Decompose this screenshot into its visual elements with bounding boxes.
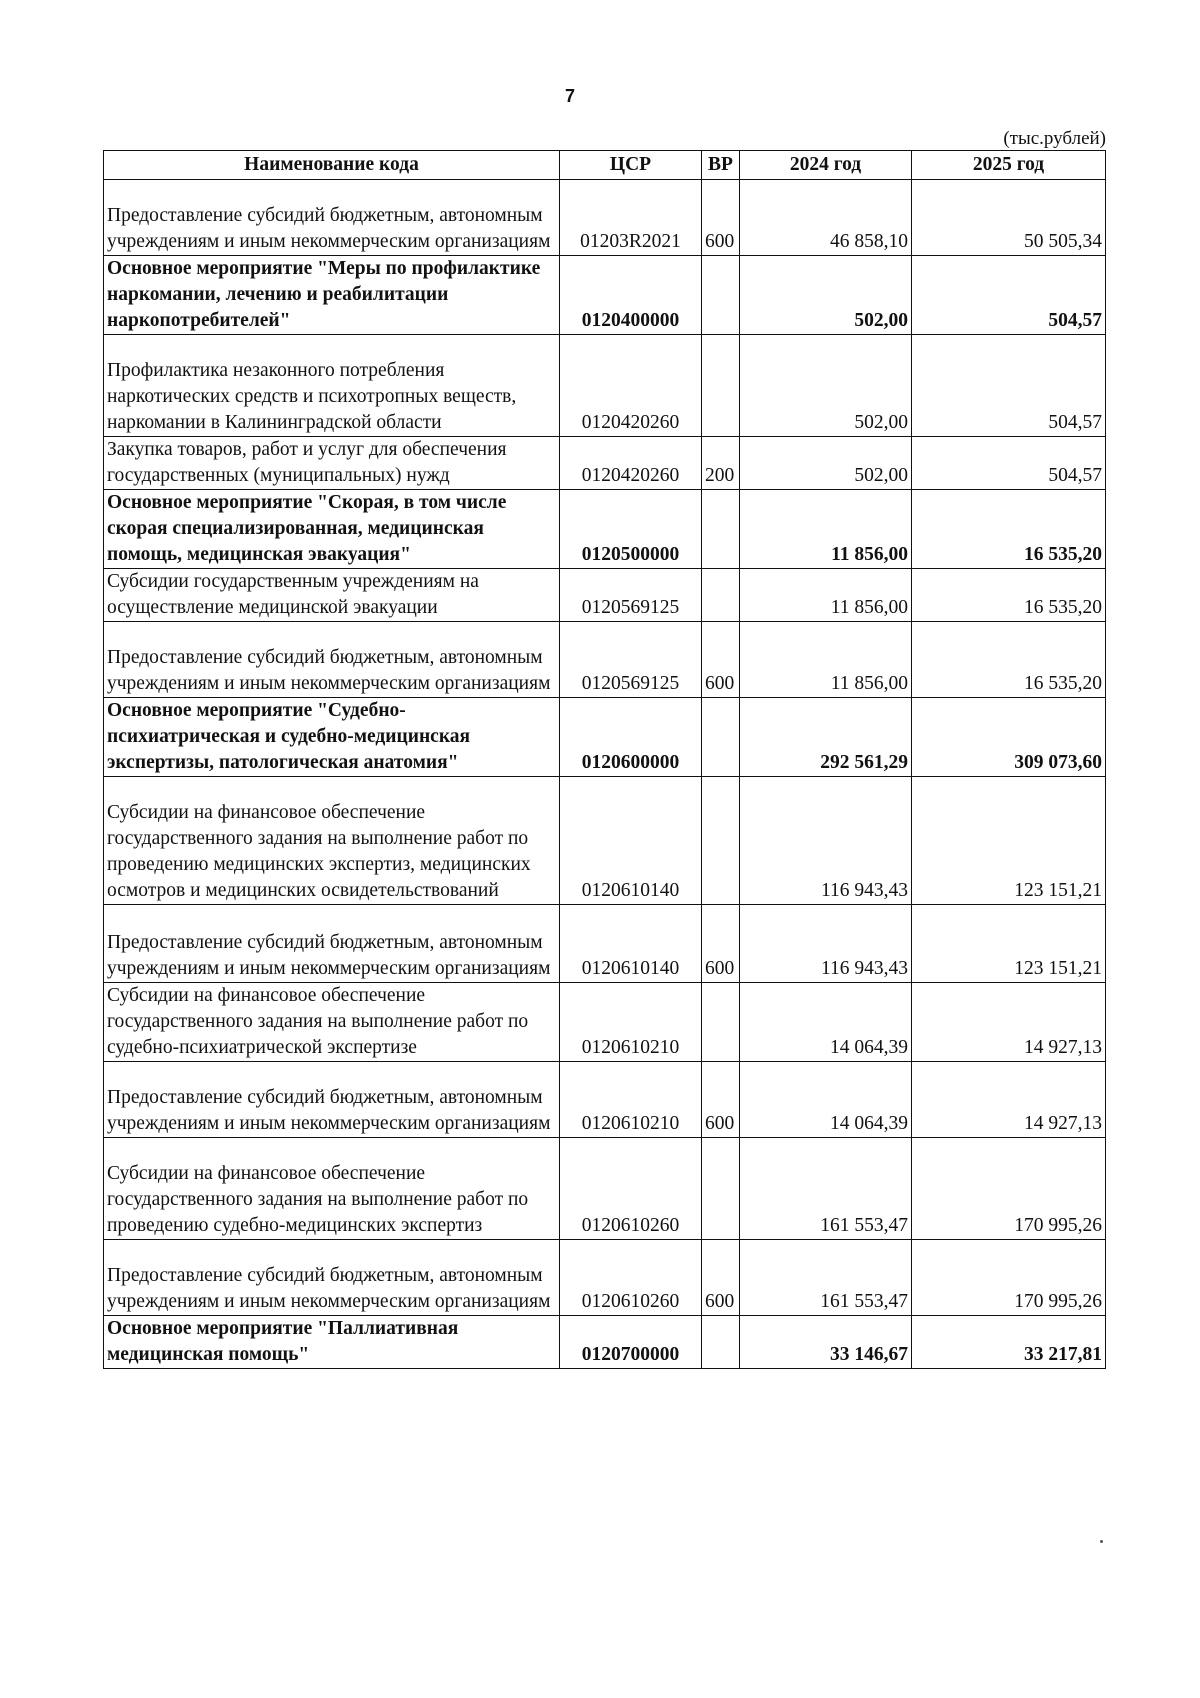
table-row-section (104, 1316, 1106, 1369)
page-number: 7 (564, 86, 575, 106)
row-2024: 14 064,39 (740, 983, 912, 1062)
table-row-section (104, 256, 1106, 335)
row-2024: 11 856,00 (740, 569, 912, 622)
row-2025: 33 217,81 (912, 1316, 1106, 1369)
row-csr: 0120420260 (560, 437, 702, 490)
row-vr (702, 698, 740, 777)
table-row (104, 569, 1106, 622)
row-vr (702, 569, 740, 622)
row-name: Предоставление субсидий бюджетным, автономным учреждениям и иным некоммерческим организациям (104, 1062, 560, 1138)
row-csr: 0120610260 (560, 1138, 702, 1240)
row-2025: 504,57 (912, 335, 1106, 437)
header-vr: ВР (702, 151, 740, 180)
row-2024: 502,00 (740, 256, 912, 335)
row-2024: 161 553,47 (740, 1240, 912, 1316)
row-name: Предоставление субсидий бюджетным, автономным учреждениям и иным некоммерческим организациям (104, 905, 560, 983)
table-row (104, 1062, 1106, 1138)
row-csr: 0120610140 (560, 777, 702, 905)
row-2024: 502,00 (740, 335, 912, 437)
row-csr: 0120700000 (560, 1316, 702, 1369)
row-csr: 0120569125 (560, 569, 702, 622)
row-name: Предоставление субсидий бюджетным, автономным учреждениям и иным некоммерческим организациям (104, 180, 560, 256)
budget-table (103, 150, 1106, 1369)
header-2024: 2024 год (740, 151, 912, 180)
row-vr: 200 (702, 437, 740, 490)
row-csr: 0120600000 (560, 698, 702, 777)
row-csr: 0120610210 (560, 1062, 702, 1138)
row-name: Закупка товаров, работ и услуг для обеспечения государственных (муниципальных) нужд (104, 437, 560, 490)
table-header-row (104, 151, 1106, 180)
row-name: Основное мероприятие "Скорая, в том числе скорая специализированная, медицинская помощь, медицинская эвакуация" (104, 490, 560, 569)
row-vr (702, 777, 740, 905)
row-name: Основное мероприятие "Судебно-психиатрическая и судебно-медицинская экспертизы, патологическая анатомия" (104, 698, 560, 777)
row-2025: 504,57 (912, 256, 1106, 335)
row-name: Субсидии государственным учреждениям на осуществление медицинской эвакуации (104, 569, 560, 622)
row-csr: 0120610260 (560, 1240, 702, 1316)
row-name: Предоставление субсидий бюджетным, автономным учреждениям и иным некоммерческим организациям (104, 622, 560, 698)
table-row (104, 180, 1106, 256)
row-2025: 123 151,21 (912, 905, 1106, 983)
table-row (104, 983, 1106, 1062)
row-csr: 0120400000 (560, 256, 702, 335)
row-2024: 502,00 (740, 437, 912, 490)
row-vr (702, 335, 740, 437)
row-name: Профилактика незаконного потребления наркотических средств и психотропных веществ, наркомании в Калининградской области (104, 335, 560, 437)
row-2024: 116 943,43 (740, 777, 912, 905)
row-2024: 292 561,29 (740, 698, 912, 777)
header-csr: ЦСР (560, 151, 702, 180)
table-row (104, 1138, 1106, 1240)
row-2025: 50 505,34 (912, 180, 1106, 256)
row-2025: 16 535,20 (912, 622, 1106, 698)
row-vr: 600 (702, 905, 740, 983)
row-name: Субсидии на финансовое обеспечение государственного задания на выполнение работ по проведению медицинских экспертиз, медицинских осмотров и медицинских освидетельствований (104, 777, 560, 905)
row-2024: 11 856,00 (740, 622, 912, 698)
table-row (104, 335, 1106, 437)
table-row-section (104, 698, 1106, 777)
row-name: Основное мероприятие "Меры по профилактике наркомании, лечению и реабилитации наркопотребителей" (104, 256, 560, 335)
header-2025: 2025 год (912, 151, 1106, 180)
row-vr: 600 (702, 1062, 740, 1138)
row-2025: 14 927,13 (912, 1062, 1106, 1138)
row-2024: 33 146,67 (740, 1316, 912, 1369)
row-2025: 14 927,13 (912, 983, 1106, 1062)
scan-speck (1100, 1540, 1103, 1543)
row-2025: 16 535,20 (912, 490, 1106, 569)
row-name: Основное мероприятие "Паллиативная медицинская помощь" (104, 1316, 560, 1369)
table-row (104, 622, 1106, 698)
row-2024: 11 856,00 (740, 490, 912, 569)
table-row (104, 1240, 1106, 1316)
row-csr: 01203R2021 (560, 180, 702, 256)
row-vr (702, 983, 740, 1062)
row-2024: 116 943,43 (740, 905, 912, 983)
row-vr (702, 1316, 740, 1369)
row-2024: 46 858,10 (740, 180, 912, 256)
row-2025: 170 995,26 (912, 1240, 1106, 1316)
row-name: Предоставление субсидий бюджетным, автономным учреждениям и иным некоммерческим организациям (104, 1240, 560, 1316)
row-csr: 0120610140 (560, 905, 702, 983)
row-vr (702, 256, 740, 335)
row-csr: 0120500000 (560, 490, 702, 569)
table-row-section (104, 490, 1106, 569)
row-2025: 504,57 (912, 437, 1106, 490)
row-2024: 161 553,47 (740, 1138, 912, 1240)
row-name: Субсидии на финансовое обеспечение государственного задания на выполнение работ по проведению судебно-медицинских экспертиз (104, 1138, 560, 1240)
row-vr: 600 (702, 180, 740, 256)
row-vr (702, 490, 740, 569)
units-label: (тыс.рублей) (1003, 128, 1106, 149)
row-csr: 0120569125 (560, 622, 702, 698)
row-vr: 600 (702, 622, 740, 698)
row-2025: 309 073,60 (912, 698, 1106, 777)
table-row (104, 437, 1106, 490)
row-vr: 600 (702, 1240, 740, 1316)
header-name: Наименование кода (104, 151, 560, 180)
row-csr: 0120610210 (560, 983, 702, 1062)
table-row (104, 777, 1106, 905)
row-csr: 0120420260 (560, 335, 702, 437)
row-2025: 16 535,20 (912, 569, 1106, 622)
row-vr (702, 1138, 740, 1240)
row-2025: 170 995,26 (912, 1138, 1106, 1240)
row-name: Субсидии на финансовое обеспечение государственного задания на выполнение работ по судебно-психиатрической экспертизе (104, 983, 560, 1062)
table-row (104, 905, 1106, 983)
row-2025: 123 151,21 (912, 777, 1106, 905)
row-2024: 14 064,39 (740, 1062, 912, 1138)
